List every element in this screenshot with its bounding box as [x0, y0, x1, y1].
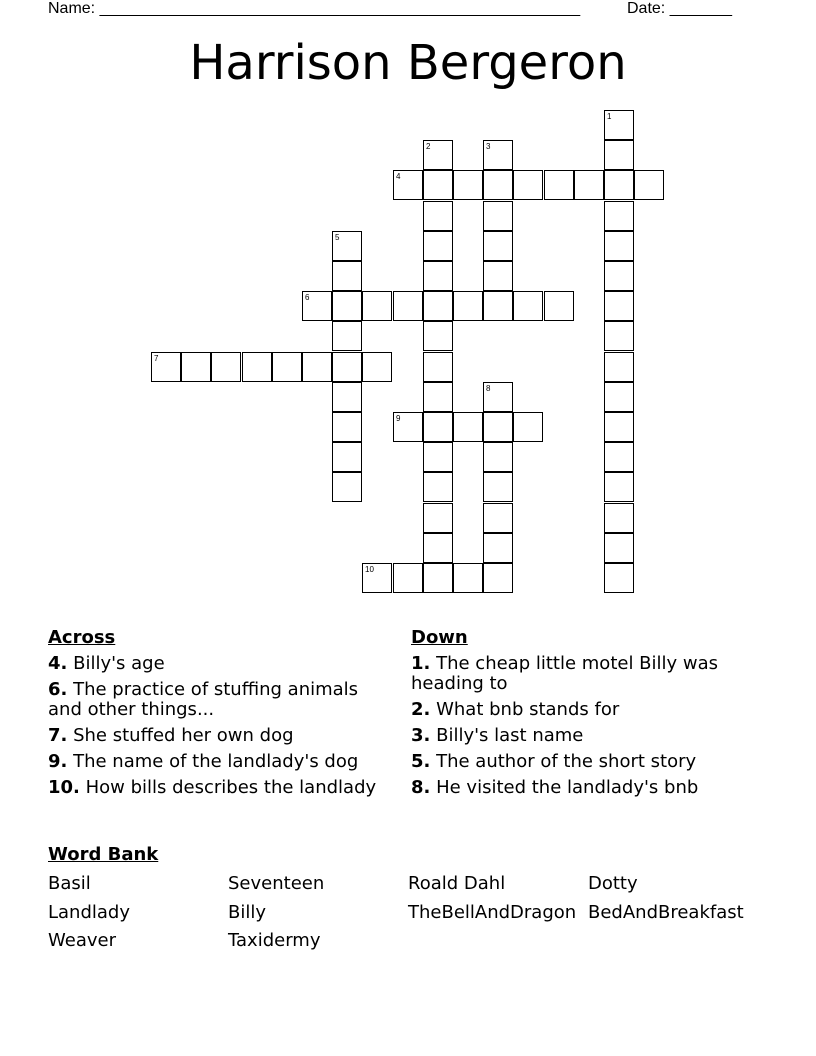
clue-number-label: 9: [396, 414, 401, 423]
clue-text: The name of the landlady's dog: [67, 751, 359, 772]
word-bank-word: Weaver: [48, 930, 116, 951]
crossword-cell[interactable]: [423, 503, 453, 533]
word-bank-word: Basil: [48, 873, 91, 894]
crossword-cell[interactable]: [483, 472, 513, 502]
crossword-cell[interactable]: [483, 442, 513, 472]
crossword-cell[interactable]: [332, 472, 362, 502]
crossword-cell[interactable]: [332, 261, 362, 291]
word-bank-title: Word Bank: [48, 844, 159, 865]
across-clue: [48, 654, 388, 674]
crossword-cell[interactable]: [423, 321, 453, 351]
crossword-cell[interactable]: [302, 291, 332, 321]
clue-number: 6.: [48, 679, 68, 700]
crossword-cell[interactable]: [393, 563, 423, 593]
crossword-cell[interactable]: [332, 321, 362, 351]
word-bank-word: Landlady: [48, 902, 131, 923]
clue-text: What bnb stands for: [430, 699, 620, 720]
crossword-cell[interactable]: [362, 563, 392, 593]
crossword-cell[interactable]: [423, 382, 453, 412]
down-clues: [411, 628, 751, 804]
across-heading: Across: [48, 627, 116, 648]
clue-number-label: 1: [607, 112, 612, 121]
page-title: Harrison Bergeron: [189, 35, 627, 91]
clue-text: Billy's last name: [430, 725, 584, 746]
clue-number: 4.: [48, 653, 68, 674]
clue-number-label: 2: [426, 142, 431, 151]
crossword-cell[interactable]: [604, 291, 634, 321]
name-field-label: Name: ______________________________________________________: [48, 0, 581, 17]
down-clue: [411, 778, 751, 798]
crossword-cell[interactable]: [423, 291, 453, 321]
crossword-cell[interactable]: [604, 110, 634, 140]
clue-number-label: 3: [486, 142, 491, 151]
down-clue: [411, 654, 751, 694]
clue-text: The author of the short story: [430, 751, 697, 772]
clue-number-label: 4: [396, 172, 401, 181]
word-bank-word: Dotty: [588, 873, 638, 894]
crossword-cell[interactable]: [332, 291, 362, 321]
crossword-cell[interactable]: [362, 352, 392, 382]
crossword-cell[interactable]: [604, 231, 634, 261]
clue-number: 3.: [411, 725, 431, 746]
clue-text: The cheap little motel Billy was heading to: [411, 653, 719, 694]
crossword-cell[interactable]: [604, 442, 634, 472]
crossword-cell[interactable]: [393, 412, 423, 442]
crossword-cell[interactable]: [604, 261, 634, 291]
crossword-cell[interactable]: [483, 503, 513, 533]
crossword-cell[interactable]: [423, 442, 453, 472]
crossword-cell[interactable]: [272, 352, 302, 382]
crossword-cell[interactable]: [393, 170, 423, 200]
word-bank-word: TheBellAndDragon: [408, 902, 577, 923]
crossword-cell[interactable]: [604, 533, 634, 563]
across-clue: [48, 726, 388, 746]
crossword-cell[interactable]: [604, 382, 634, 412]
crossword-cell[interactable]: [332, 442, 362, 472]
crossword-cell[interactable]: [423, 201, 453, 231]
crossword-cell[interactable]: [453, 170, 483, 200]
crossword-cell[interactable]: [453, 291, 483, 321]
crossword-cell[interactable]: [423, 231, 453, 261]
crossword-cell[interactable]: [423, 412, 453, 442]
crossword-cell[interactable]: [604, 563, 634, 593]
clue-number: 1.: [411, 653, 431, 674]
clue-number-label: 8: [486, 384, 491, 393]
clue-number: 10.: [48, 777, 80, 798]
crossword-cell[interactable]: [181, 352, 211, 382]
crossword-cell[interactable]: [483, 533, 513, 563]
clue-text: Billy's age: [67, 653, 165, 674]
clue-number-label: 7: [154, 354, 159, 363]
crossword-cell[interactable]: [423, 472, 453, 502]
crossword-cell[interactable]: [634, 170, 664, 200]
crossword-cell[interactable]: [423, 352, 453, 382]
crossword-cell[interactable]: [604, 201, 634, 231]
down-clue: [411, 752, 751, 772]
crossword-cell[interactable]: [242, 352, 272, 382]
crossword-cell[interactable]: [604, 503, 634, 533]
date-field-label: Date: _______: [627, 0, 732, 17]
crossword-cell[interactable]: [513, 412, 543, 442]
crossword-cell[interactable]: [423, 533, 453, 563]
crossword-cell[interactable]: [483, 563, 513, 593]
crossword-cell[interactable]: [332, 352, 362, 382]
crossword-cell[interactable]: [483, 261, 513, 291]
word-bank-word: Taxidermy: [228, 930, 321, 951]
down-clue: [411, 726, 751, 746]
crossword-cell[interactable]: [483, 291, 513, 321]
clue-number: 9.: [48, 751, 68, 772]
clue-text: She stuffed her own dog: [67, 725, 294, 746]
clue-number-label: 10: [365, 565, 374, 574]
header: [48, 0, 748, 20]
across-clues: [48, 628, 388, 804]
crossword-cell[interactable]: [423, 261, 453, 291]
crossword-cell[interactable]: [483, 170, 513, 200]
clue-number: 7.: [48, 725, 68, 746]
crossword-cell[interactable]: [151, 352, 181, 382]
crossword-cell[interactable]: [544, 170, 574, 200]
crossword-cell[interactable]: [423, 140, 453, 170]
crossword-cell[interactable]: [453, 412, 483, 442]
word-bank-word: Roald Dahl: [408, 873, 506, 894]
crossword-cell[interactable]: [604, 140, 634, 170]
crossword-cell[interactable]: [604, 412, 634, 442]
crossword-cell[interactable]: [332, 412, 362, 442]
clue-number: 2.: [411, 699, 431, 720]
crossword-cell[interactable]: [423, 170, 453, 200]
crossword-cell[interactable]: [483, 201, 513, 231]
crossword-cell[interactable]: [483, 140, 513, 170]
across-clue: [48, 752, 388, 772]
down-clue: [411, 700, 751, 720]
crossword-cell[interactable]: [332, 231, 362, 261]
crossword-cell[interactable]: [483, 412, 513, 442]
word-bank-word: BedAndBreakfast: [588, 902, 744, 923]
crossword-cell[interactable]: [332, 382, 362, 412]
clue-number-label: 5: [335, 233, 340, 242]
crossword-cell[interactable]: [423, 563, 453, 593]
crossword-cell[interactable]: [483, 382, 513, 412]
crossword-cell[interactable]: [302, 352, 332, 382]
crossword-cell[interactable]: [544, 291, 574, 321]
crossword-cell[interactable]: [362, 291, 392, 321]
word-bank-word: Billy: [228, 902, 267, 923]
crossword-cell[interactable]: [604, 472, 634, 502]
crossword-cell[interactable]: [453, 563, 483, 593]
word-bank-word: Seventeen: [228, 873, 325, 894]
clue-number: 5.: [411, 751, 431, 772]
crossword-cell[interactable]: [604, 170, 634, 200]
across-clue: [48, 680, 388, 720]
crossword-cell[interactable]: [393, 291, 423, 321]
clue-text: How bills describes the landlady: [79, 777, 377, 798]
clue-number-label: 6: [305, 293, 310, 302]
clue-number: 8.: [411, 777, 431, 798]
clue-text: He visited the landlady's bnb: [430, 777, 699, 798]
crossword-cell[interactable]: [513, 170, 543, 200]
crossword-cell[interactable]: [211, 352, 241, 382]
crossword-cell[interactable]: [483, 231, 513, 261]
crossword-cell[interactable]: [513, 291, 543, 321]
crossword-cell[interactable]: [574, 170, 604, 200]
across-clue: [48, 778, 388, 798]
down-heading: Down: [411, 627, 468, 648]
crossword-cell[interactable]: [604, 352, 634, 382]
crossword-cell[interactable]: [604, 321, 634, 351]
clue-text: The practice of stuffing animals and other things...: [48, 679, 359, 720]
